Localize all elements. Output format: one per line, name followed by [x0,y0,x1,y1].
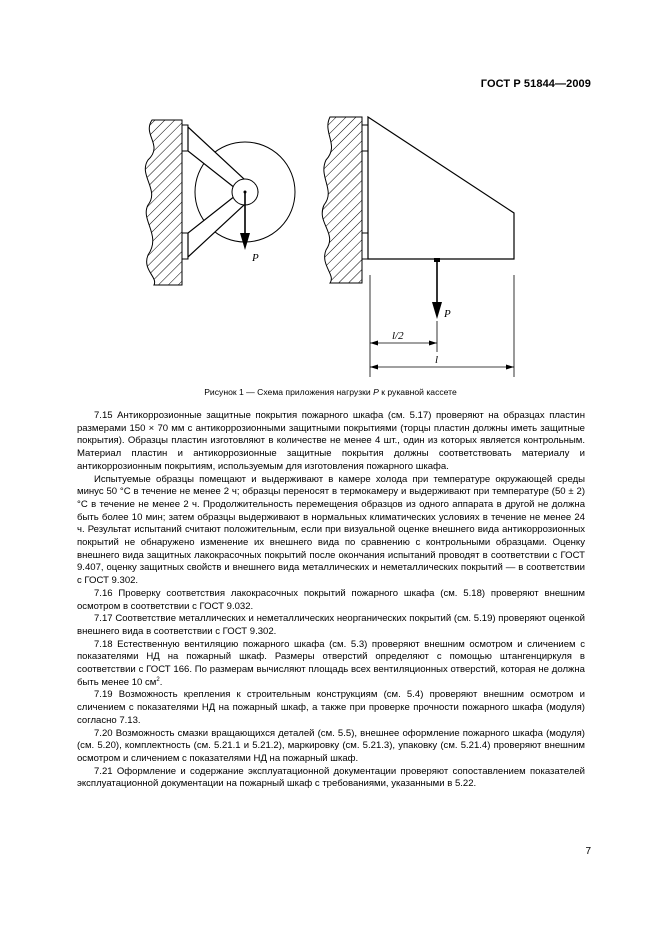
document-standard-header: ГОСТ Р 51844—2009 [480,78,591,90]
paragraph-7-15: 7.15 Антикоррозионные защитные покрытия пожарного шкафа (см. 5.17) проверяют на образцах пластин размерами 150 × 70 мм с антикоррозионными защитными покрытиями (торцы пластин должны иметь защитные покрытия). Образцы пластин изготовляют в количестве не менее 4 шт., один из которых является контрольным. Материал пластин и антикоррозионные защитные покрытия должны соответствовать материалу и антикоррозионным покрытиям, используемым для изготовления пожарного шкафа. [77,410,585,472]
load-scheme-figure [140,105,540,380]
paragraph-7-20: 7.20 Возможность смазки вращающихся деталей (см. 5.5), внешнее оформление пожарного шкафа (модуля) (см. 5.20), комплектность (см. 5.21.1 и 5.21.2), маркировку (см. 5.21.3), упаковку (см. 5.21.4) проверяют внешним осмотром и сличением с показателями НД на пожарный шкаф. [77,727,585,764]
paragraph-7-18: 7.18 Естественную вентиляцию пожарного шкафа (см. 5.3) проверяют внешним осмотром и сличением с показателями НД на пожарный шкаф. Размеры отверстий определяют с помощью штангенциркуля в соответствии с ГОСТ 166. По размерам вычисляют площадь всех вентиляционных отверстий, которая не должна быть менее 10 $см^2$. [77,638,585,688]
dim-label-half-length: l/2 [392,330,404,342]
figure-caption: Рисунок 1 — Схема приложения нагрузки P к рукавной кассете [204,387,457,397]
load-label-left: P [252,252,259,264]
page-number: 7 [585,846,591,857]
right-lower-plate [362,233,368,259]
load-label-right: P [444,308,451,320]
caption-variable: P [373,387,379,397]
left-wall-hatched [145,120,182,285]
right-upper-plate [362,125,368,151]
paragraph-7-17: 7.17 Соответствие металлических и неметаллических неорганических покрытий (см. 5.19) проверяют оценкой внешнего вида в соответствии с ГОСТ 9.302. [77,613,585,637]
body-text [77,410,585,791]
cassette-body [368,117,514,259]
paragraph-7-21: 7.21 Оформление и содержание эксплуатационной документации проверяют сопоставлением показателей эксплуатационной документации на пожарный шкаф с требованиями, указанными в 5.22. [77,765,585,790]
paragraph-7-16: 7.16 Проверку соответствия лакокрасочных покрытий пожарного шкафа (см. 5.18) проверяют внешним осмотром в соответствии с ГОСТ 9.032. [77,587,585,612]
paragraph-test-procedure: Испытуемые образцы помещают и выдерживают в камере холода при температуре окружающей среды минус 50 °С в течение не менее 2 ч; образцы переносят в термокамеру и выдерживают при температуре (50 ± 2) °С в течение не менее 2 ч. Продолжительность перемещения образцов из одного аппарата в другой не должна быть более 10 мин; затем образцы выдерживают в нормальных климатических условиях в течение не менее 24 ч. Результат испытаний считают положительным, если при визуальной оценке внешнего вида антикоррозионных покрытий не обнаружено изменение их внешнего вида по сравнению с контрольными образцами. Оценку внешнего вида защитных лакокрасочных покрытий после окончания испытаний проводят в соответствии с ГОСТ 9.407, оценку защитных свойств и внешнего вида металлических и неметаллических покрытий — в соответствии с ГОСТ 9.302. [77,473,585,587]
left-lower-plate [182,233,188,259]
left-upper-plate [182,125,188,151]
right-wall-hatched [322,117,362,283]
load-arrow-right-head [432,302,442,319]
dim-label-length: l [435,354,439,366]
paragraph-7-19: 7.19 Возможность крепления к строительным конструкциям (см. 5.4) проверяют внешним осмотром и сличением с показателями НД на пожарный шкаф, а также при проверке прочности пожарного шкафа (модуля) согласно 7.13. [77,689,585,726]
